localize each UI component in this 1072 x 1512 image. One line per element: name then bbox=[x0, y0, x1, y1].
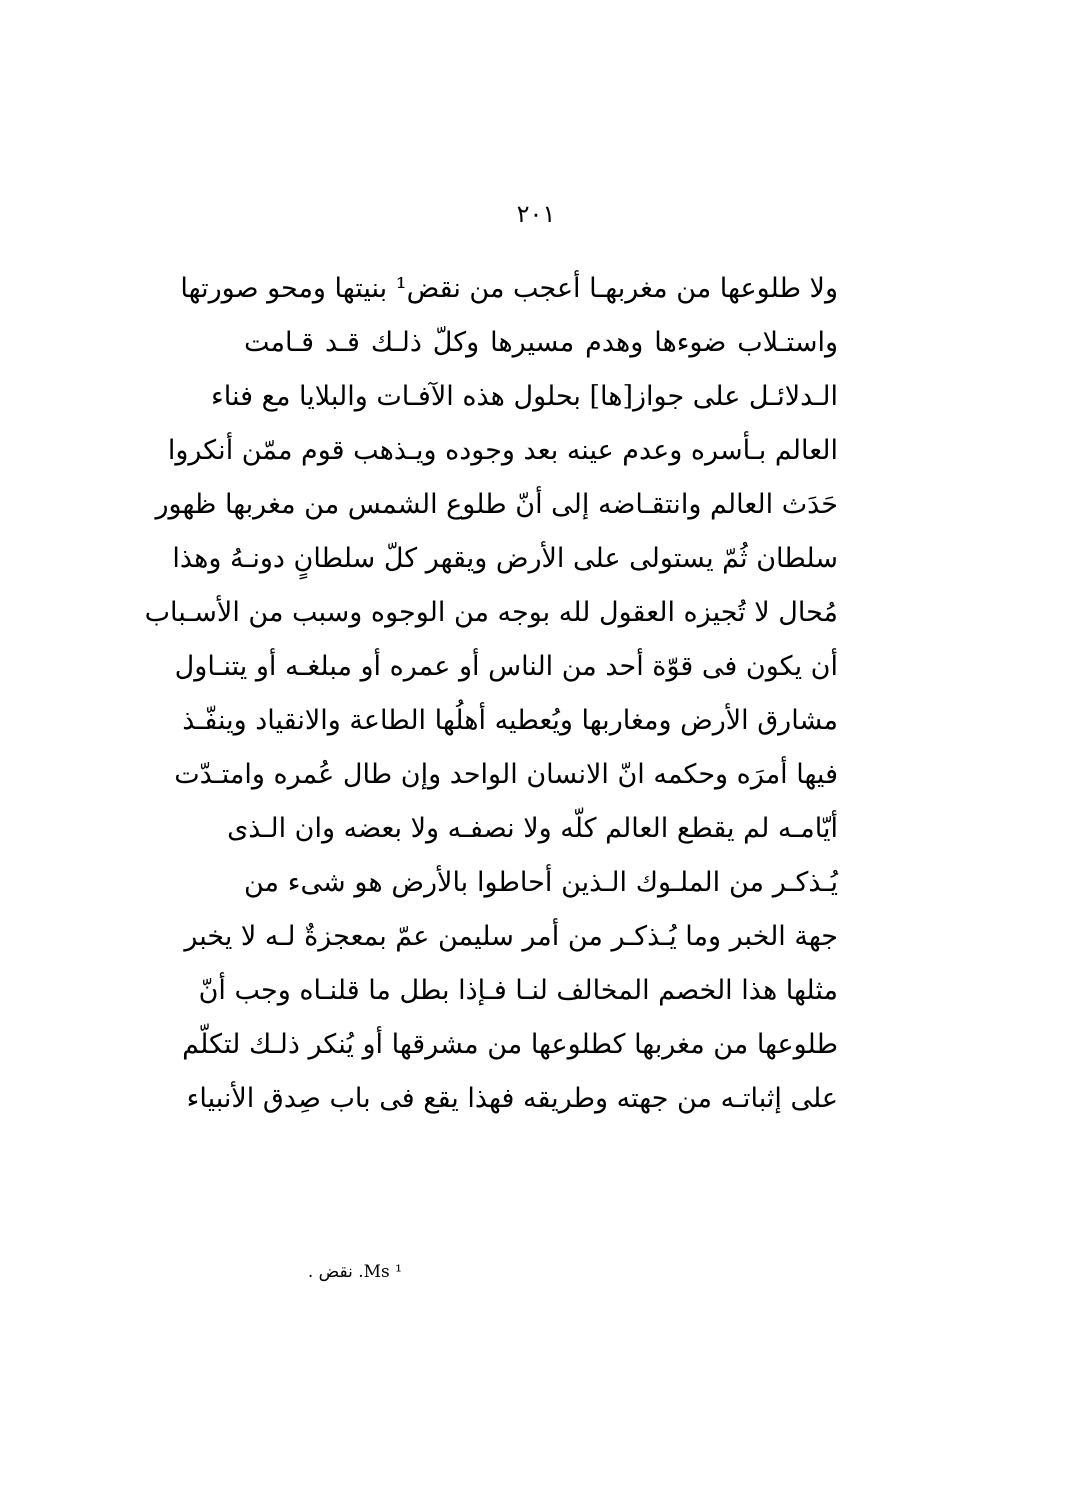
text-line: مُحال لا تُجيزه العقول لله بوجه من الوجوه وسبب من الأسـباب bbox=[144, 597, 838, 628]
text-line: واستـلاب ضوءها وهدم مسيرها وكلّ ذلـك قـد قـامت bbox=[244, 327, 838, 358]
text-line: أيّامـه لم يقطع العالم كلّه ولا نصفـه ولا بعضه وان الـذى bbox=[227, 813, 838, 844]
text-line: مشارق الأرض ومغاربها ويُعطيه أهلُها الطاعة والانقياد وينفّـذ bbox=[182, 705, 838, 736]
text-line: سلطان ثُمّ يستولى على الأرض ويقهر كلّ سلطانٍ دونـهُ وهذا bbox=[172, 543, 838, 574]
text-line: الـدلائـل على جواز[ها] بحلول هذه الآفـات والبلايا مع فناء bbox=[211, 381, 838, 412]
text-line: مثلها هذا الخصم المخالف لنـا فـإذا بطل ما قلنـاه وجب أنّ bbox=[198, 975, 838, 1006]
text-line: العالم بـأسره وعدم عينه بعد وجوده ويـذهب قوم ممّن أنكروا bbox=[167, 435, 838, 466]
text-line: حَدَث العالم وانتقـاضه إلى أنّ طلوع الشمس من مغربها ظهور bbox=[155, 489, 838, 520]
text-line: أن يكون فى قوّة أحد من الناس أو عمره أو مبلغـه أو يتنـاول bbox=[174, 651, 838, 682]
footnote: ¹ Ms. نقض . bbox=[307, 1262, 402, 1282]
text-line: طلوعها من مغربها كطلوعها من مشرقها أو يُنكر ذلـك لتكلّم bbox=[182, 1029, 838, 1060]
text-line: فيها أمرَه وحكمه انّ الانسان الواحد وإن طال عُمره وامتـدّت bbox=[174, 759, 838, 790]
page-number: ٢٠١ bbox=[516, 200, 556, 228]
text-line: جهة الخبر وما يُـذكـر من أمر سليمن عمّ بمعجزةٌ لـه لا يخبر bbox=[184, 921, 838, 952]
body-text bbox=[144, 262, 838, 1126]
text-line: على إثباتـه من جهته وطريقه فهذا يقع فى باب صِدق الأنبياء bbox=[186, 1083, 838, 1114]
text-line: ولا طلوعها من مغربهـا أعجب من نقض¹ بنيتها ومحو صورتها bbox=[180, 273, 838, 304]
text-line: يُـذكـر من الملـوك الـذين أحاطوا بالأرض هو شىء من bbox=[244, 867, 838, 898]
